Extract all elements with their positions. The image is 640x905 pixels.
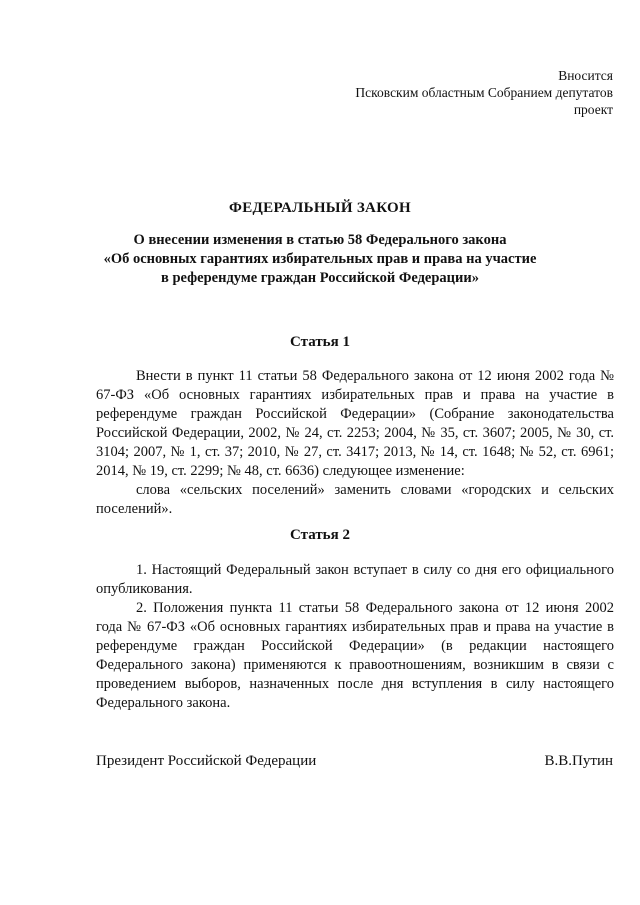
article-1-heading: Статья 1 bbox=[290, 334, 350, 350]
submission-note bbox=[355, 67, 613, 118]
article-2-paragraph-2: 2. Положения пункта 11 статьи 58 Федерального закона от 12 июня 2002 года № 67-ФЗ «Об основных гарантиях избирательных прав и права на участие в референдуме граждан Российской Федерации» (в редакции настоящего Федерального закона) применяются к правоотношениям, возникшим в связи с проведением выборов, назначенных после дня вступления в силу настоящего Федерального закона. bbox=[96, 600, 614, 711]
subtitle-line-3: в референдуме граждан Российской Федерации» bbox=[160, 270, 480, 286]
article-2-paragraph-1: 1. Настоящий Федеральный закон вступает в силу со дня его официального опубликования. bbox=[96, 562, 614, 597]
submission-line-1: Вносится bbox=[558, 68, 613, 83]
article-1-paragraph-2: слова «сельских поселений» заменить словами «городских и сельских поселений». bbox=[96, 482, 614, 517]
article-2-heading: Статья 2 bbox=[290, 527, 350, 543]
signatory-title: Президент Российской Федерации bbox=[96, 753, 317, 769]
article-1-paragraph-1: Внести в пункт 11 статьи 58 Федерального закона от 12 июня 2002 года № 67-ФЗ «Об основных гарантиях избирательных прав и права на участие в референдуме граждан Российской Федерации» (Собрание законодательства Российской Федерации, 2002, № 24, ст. 2253; 2004, № 35, ст. 3607; 2005, № 30, ст. 3104; 2007, № 1, ст. 37; 2010, № 27, ст. 3417; 2013, № 14, ст. 1648; № 52, ст. 6961; 2014, № 19, ст. 2299; № 48, ст. 6636) следующее изменение: bbox=[96, 368, 614, 479]
subtitle-line-2: «Об основных гарантиях избирательных прав и права на участие bbox=[103, 251, 537, 267]
document-subtitle bbox=[0, 231, 640, 288]
submission-line-2: Псковским областным Собранием депутатов bbox=[355, 85, 613, 100]
submission-line-3: проект bbox=[573, 102, 613, 117]
article-2-body bbox=[96, 561, 614, 713]
signatory-name: В.В.Путин bbox=[544, 753, 613, 769]
article-1-body bbox=[96, 367, 614, 519]
subtitle-line-1: О внесении изменения в статью 58 Федерального закона bbox=[133, 232, 507, 248]
document-title: ФЕДЕРАЛЬНЫЙ ЗАКОН bbox=[229, 200, 411, 216]
